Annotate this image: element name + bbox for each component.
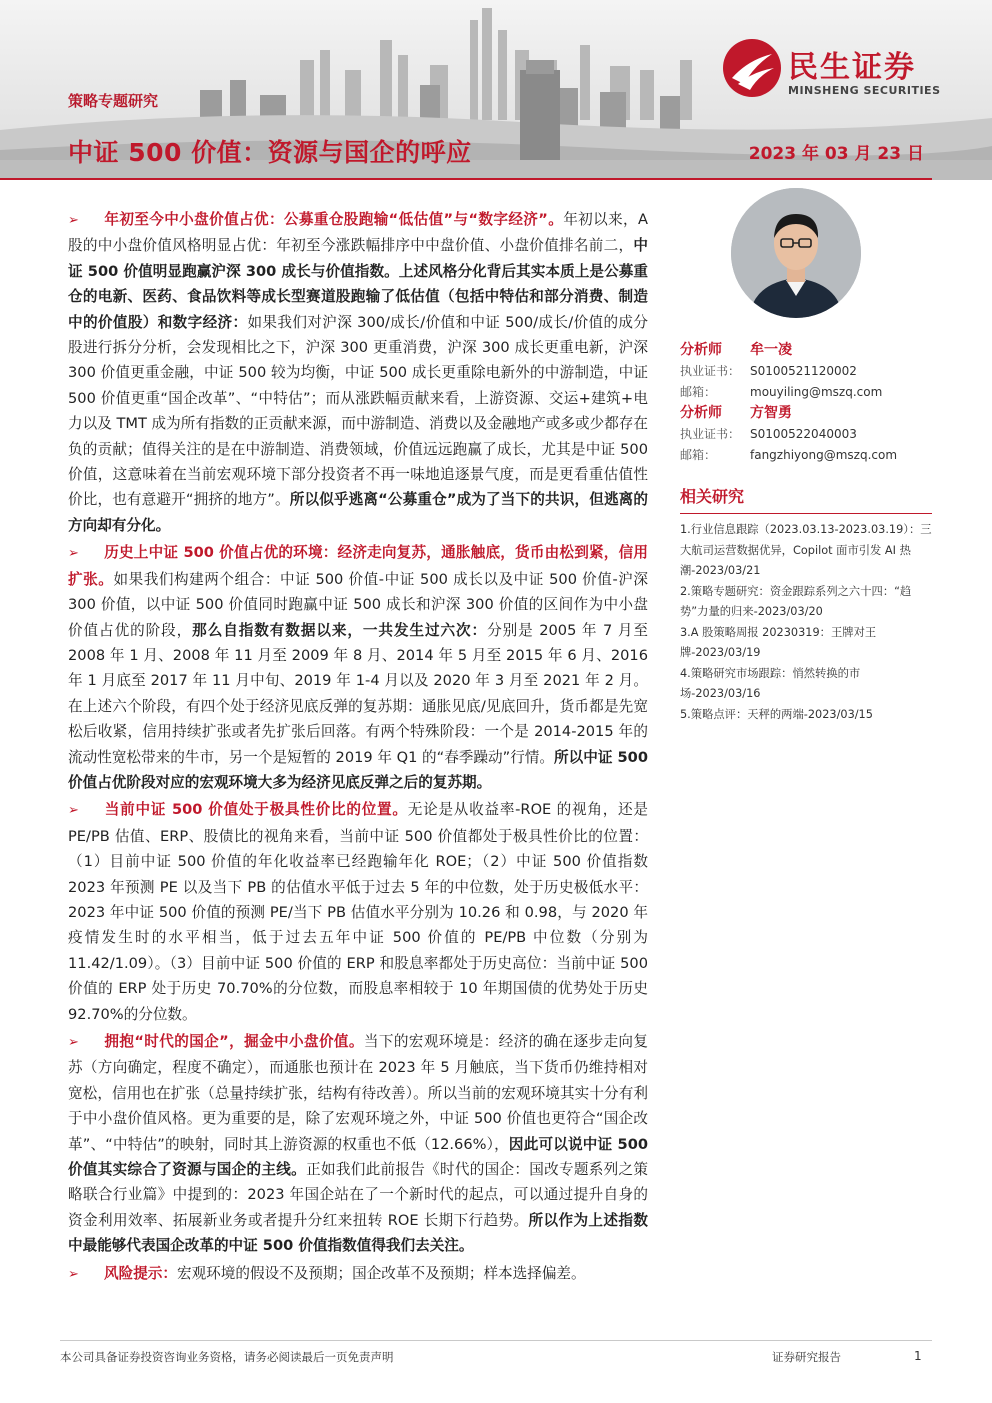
point-4-text-b: 正如我们此前报告《时代的国企：国改专题系列之策略联合行业篇》中提到的：2023 年国企站在了一个新时代的起点，可以通过提升自身的资金利用效率、拓展新业务或者提升分红来扭转 ROE 长期下行趋势。	[68, 1161, 648, 1229]
summary-point-4	[68, 1029, 648, 1259]
point-3-heading: 当前中证 500 价值处于极具性价比的位置。	[104, 801, 408, 819]
related-research-title: 相关研究	[680, 484, 932, 514]
point-3-text-a: 无论是从收益率-ROE 的视角，还是 PE/PB 估值、ERP、股债比的视角来看，当前中证 500 价值都处于极具性价比的位置：（1）目前中证 500 价值的年化收益率已经跑输年化 ROE；（2）中证 500 价值指数 2023 年预测 PE 以及当下 PB 的估值水平低于过去 5 年的中位数，处于历史极低水平：2023 年中证 500 价值的预测 PE/当下 PB 估值水平分别为 10.26 和 0.98，与 2020 年疫情发生时的水平相当，低于过去五年中证 500 价值的 PE/PB 中位数（分别为 11.42/1.09）。（3）目前中证 500 价值的 ERP 和股息率都处于历史高位：当前中证 500 价值的 ERP 处于历史 70.70%的分位数，而股息率相较于 10 年期国债的优势处于历史 92.70%的分位数。	[68, 801, 648, 1023]
point-2-text-b: 分别是 2005 年 7 月至 2008 年 1 月、2008 年 11 月至 2009 年 8 月、2014 年 5 月至 2015 年 6 月、2016 年 1 月底至 2017 年 11 月中旬、2019 年 1-4 月以及 2020 年 3 月至 2021 年 2 月。在上述六个阶段，有四个处于经济见底反弹的复苏期：通胀见底/见底回升，货币都是先宽松后收紧，信用持续扩张或者先扩张后回落。有两个特殊阶段：一个是 2014-2015 年的流动性宽松带来的牛市，另一个是短暂的 2019 年 Q1 的“春季躁动”行情。	[68, 621, 648, 766]
analyst-role: 分析师	[680, 342, 722, 358]
license-label: 执业证书：	[680, 427, 741, 441]
company-logo	[722, 38, 962, 104]
point-4-bold-b: 所以作为上述指数中最能够代表国企改革的中证 500 价值指数值得我们去关注。	[68, 1211, 648, 1255]
analyst-block-2	[680, 403, 932, 466]
related-research-item[interactable]: 1.行业信息跟踪（2023.03.13-2023.03.19）：三大航司运营数据优异，Copilot 面市引发 AI 热潮-2023/03/21	[680, 523, 932, 577]
email-label: 邮箱：	[680, 385, 717, 399]
license-number: S0100521120002	[750, 364, 857, 378]
header-divider	[0, 178, 932, 180]
header-banner	[0, 0, 992, 180]
license-number: S0100522040003	[750, 427, 857, 441]
analyst-email-link[interactable]: fangzhiyong@mszq.com	[750, 448, 898, 462]
analyst-email-link[interactable]: mouyiling@mszq.com	[750, 385, 883, 399]
point-1-bold-b: 所以似乎逃离“公募重仓”成为了当下的共识，但逃离的方向却有分化。	[68, 491, 649, 534]
arrow-bullet-icon: ➢	[68, 1035, 79, 1050]
point-4-heading: 拥抱“时代的国企”，掘金中小盘价值。	[104, 1033, 364, 1050]
arrow-bullet-icon: ➢	[68, 546, 79, 562]
related-research-item[interactable]: 4.策略研究市场跟踪：悄然转换的市场-2023/03/16	[680, 666, 861, 700]
analyst-photo	[731, 188, 861, 318]
related-research-item[interactable]: 3.A 股策略周报 20230319：王牌对王牌-2023/03/19	[680, 625, 877, 659]
report-title: 中证 500 价值：资源与国企的呼应	[68, 138, 472, 167]
license-label: 执业证书：	[680, 364, 741, 378]
point-4-bold-a: 因此可以说中证 500 价值其实综合了资源与国企的主线。	[68, 1135, 649, 1179]
point-2-bold-a: 那么自指数有数据以来，一共发生过六次：	[192, 621, 488, 639]
report-date: 2023 年 03 月 23 日	[748, 144, 924, 164]
arrow-bullet-icon: ➢	[68, 213, 79, 228]
email-label: 邮箱：	[680, 448, 717, 462]
summary-point-5	[68, 1261, 648, 1287]
point-2-heading: 历史上中证 500 价值占优的环境：经济走向复苏，通胀触底，货币由松到紧，信用扩张。	[68, 544, 648, 588]
analyst-name: 方智勇	[750, 405, 792, 421]
footer-report-type: 证券研究报告	[772, 1350, 841, 1364]
point-4-text-a: 当下的宏观环境是：经济的确在逐步走向复苏（方向确定，程度不确定），而通胀也预计在 2023 年 5 月触底，当下货币仍维持相对宽松，信用也在扩张（总量持续扩张，结构有待改善）。所以当前的宏观环境其实十分有利于中小盘价值风格。更为重要的是，除了宏观环境之外，中证 500 价值也更符合“国企改革”、“中特估”的映射，同时其上游资源的权重也不低（12.66%），	[68, 1033, 648, 1153]
point-1-text-b: 如果我们对沪深 300/成长/价值和中证 500/成长/价值的成分股进行拆分分析，会发现相比之下，沪深 300 更重消费，沪深 300 成长更重电新，沪深 300 价值更重金融，中证 500 较为均衡，中证 500 成长更重除电新外的中游制造，中证 500 价值更重“国企改革”、“中特估”；而从涨跌幅贡献来看，上游资源、交运+建筑+电力以及 TMT 成为所有指数的正贡献来源，而中游制造、消费以及金融地产或多或少都存在负的贡献；值得关注的是在中游制造、消费领域，价值远远跑赢了成长，尤其是中证 500 价值，这意味着在当前宏观环境下部分投资者不再一味地追逐景气度，而是更看重估值性价比，也有意避开“拥挤的地方”。	[68, 313, 648, 509]
analyst-role: 分析师	[680, 405, 722, 421]
point-1-text-a: 年初以来，A 股的中小盘价值风格明显占优：年初至今涨跌幅排序中中盘价值、小盘价值排名前二，	[68, 211, 649, 255]
report-category: 策略专题研究	[68, 92, 159, 110]
point-2-text-a: 如果我们构建两个组合：中证 500 价值-中证 500 成长以及中证 500 价值-沪深 300 价值，以中证 500 价值同时跑赢中证 500 成长和沪深 300 价值的区间作为中小盘价值占优的阶段，	[68, 570, 648, 639]
related-research-item[interactable]: 2.策略专题研究：资金跟踪系列之六十四：“趋势”力量的归来-2023/03/20	[680, 584, 912, 618]
logo-chinese-name: 民生证券	[788, 50, 916, 85]
summary-point-1	[68, 207, 648, 538]
summary-point-2	[68, 540, 648, 795]
summary-point-3	[68, 797, 648, 1027]
risk-heading: 风险提示：	[104, 1264, 177, 1282]
point-1-heading: 年初至今中小盘价值占优：公募重仓股跑输“低估值”与“数字经济”。	[104, 211, 564, 228]
risk-text: 宏观环境的假设不及预期；国企改革不及预期；样本选择偏差。	[176, 1264, 586, 1282]
person-portrait-icon	[731, 188, 861, 318]
related-research-item[interactable]: 5.策略点评：天秤的两端-2023/03/15	[680, 707, 873, 721]
point-2-bold-b: 所以中证 500 价值占优阶段对应的宏观环境大多为经济见底反弹之后的复苏期。	[68, 748, 648, 791]
footer-divider	[60, 1340, 932, 1341]
main-content	[68, 207, 648, 1289]
arrow-bullet-icon: ➢	[68, 803, 79, 819]
analyst-name: 牟一凌	[750, 342, 792, 358]
point-1-bold-a: 中证 500 价值明显跑赢沪深 300 成长与价值指数。上述风格分化背后其实本质上是公募重仓的电新、医药、食品饮料等成长型赛道股跑输了低估值（包括中特估和部分消费、制造中的价值股）和数字经济：	[68, 237, 648, 331]
minsheng-logo-icon	[722, 38, 782, 98]
page-number: 1	[914, 1349, 922, 1363]
sidebar	[680, 340, 932, 725]
analyst-block-1	[680, 340, 932, 403]
arrow-bullet-icon: ➢	[68, 1266, 79, 1282]
footer-disclaimer: 本公司具备证券投资咨询业务资格，请务必阅读最后一页免责声明	[60, 1350, 394, 1364]
logo-english-name: MINSHENG SECURITIES	[788, 84, 941, 97]
related-research-list	[680, 520, 932, 725]
